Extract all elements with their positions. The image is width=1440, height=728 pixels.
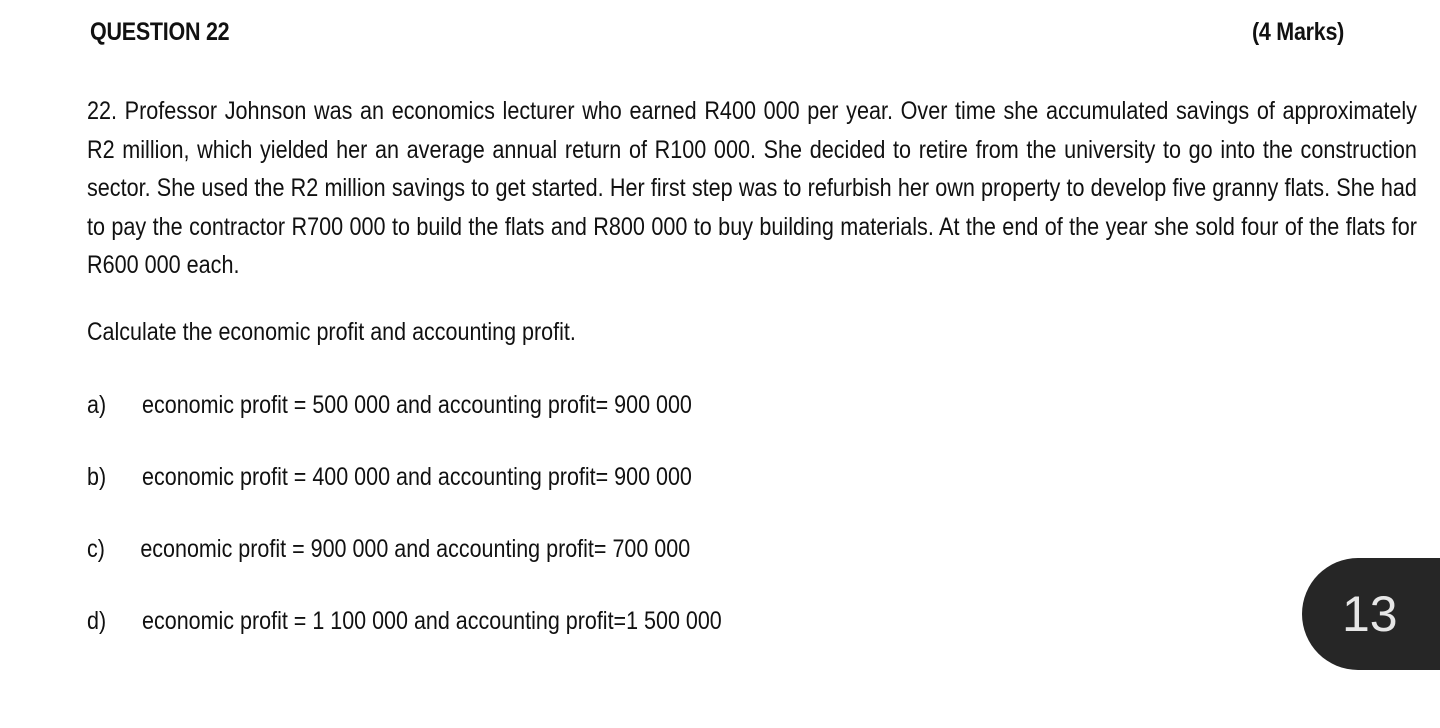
option-letter: a): [87, 391, 107, 419]
option-d[interactable]: [87, 607, 722, 636]
page-number-badge: 13: [1302, 558, 1440, 670]
option-c[interactable]: [87, 535, 690, 564]
option-a[interactable]: [87, 391, 692, 420]
option-b[interactable]: [87, 463, 692, 492]
option-letter: b): [87, 463, 107, 491]
question-passage: 22. Professor Johnson was an economics lecturer who earned R400 000 per year. Over time she accumulated savings of approximately R2 million, which yielded her an average annual return of R100 000. She decided to retire from the university to go into the construction sector. She used the R2 million savings to get started. Her first step was to refurbish her own property to develop five granny flats. She had to pay the contractor R700 000 to build the flats and R800 000 to buy building materials. At the end of the year she sold four of the flats for R600 000 each.: [87, 97, 1417, 279]
option-text: economic profit = 900 000 and accounting profit= 700 000: [140, 535, 691, 563]
option-letter: d): [87, 607, 107, 635]
question-instruction: Calculate the economic profit and accounting profit.: [87, 318, 576, 346]
option-letter: c): [87, 535, 105, 563]
option-text: economic profit = 400 000 and accounting profit= 900 000: [142, 463, 692, 491]
question-title: QUESTION 22: [90, 18, 230, 46]
marks-label: (4 Marks): [1251, 18, 1344, 46]
option-text: economic profit = 500 000 and accounting profit= 900 000: [142, 391, 692, 419]
option-text: economic profit = 1 100 000 and accounting profit=1 500 000: [142, 607, 722, 635]
